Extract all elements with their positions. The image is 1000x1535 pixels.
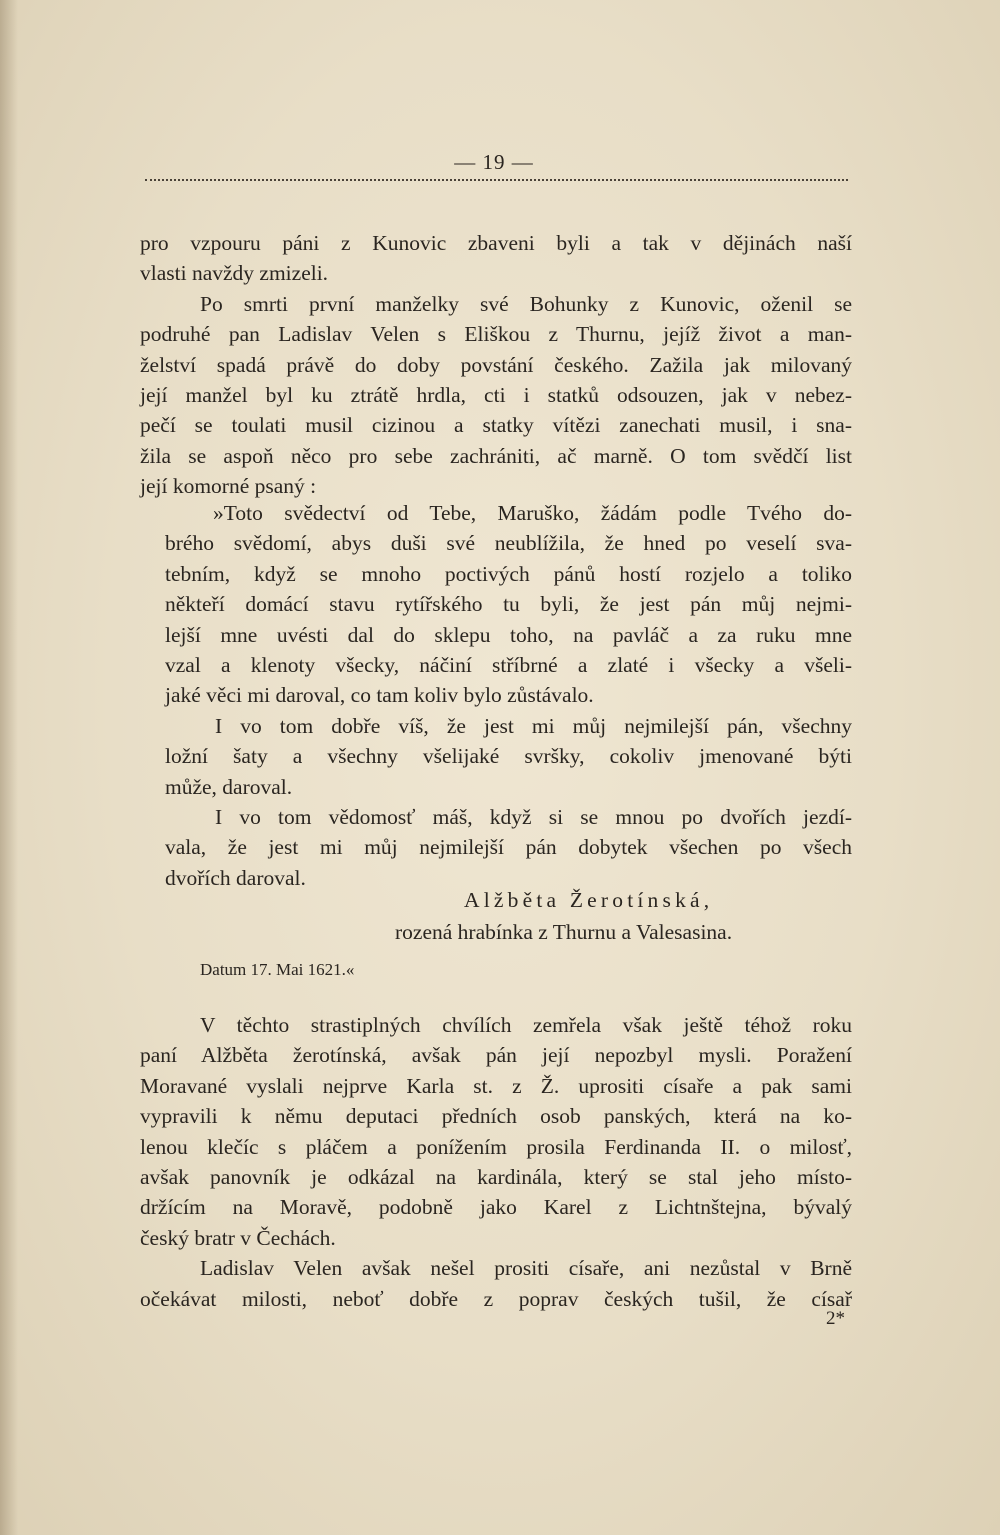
text-line: ložní šaty a všechny všelijaké svršky, cokoliv jmenované býti: [165, 744, 852, 769]
letter-date: Datum 17. Mai 1621.«: [200, 960, 355, 979]
text-line: její komorné psaný :: [140, 474, 317, 499]
text-line: vala, že jest mi můj nejmilejší pán dobytek všechen po všech: [165, 835, 852, 860]
text-line: podruhé pan Ladislav Velen s Eliškou z Thurnu, jejíž život a man-: [140, 322, 852, 347]
text-line: někteří domácí stavu rytířského tu byli, že jest pán můj nejmi-: [165, 592, 852, 617]
text-line: vypravili k němu deputaci předních osob panských, která na ko-: [140, 1104, 852, 1129]
text-line: I vo tom vědomosť máš, když si se mnou po dvořích jezdí-: [215, 804, 852, 829]
text-line: její manžel byl ku ztrátě hrdla, cti i statků odsouzen, jak v nebez-: [140, 382, 852, 407]
text-line: tebním, když se mnoho poctivých pánů hostí rozjelo a toliko: [165, 561, 852, 586]
text-line: avšak panovník je odkázal na kardinála, který se stal jeho místo-: [140, 1164, 852, 1189]
page-number-header: — 19 —: [454, 150, 534, 174]
text-line: vlasti navždy zmizeli.: [140, 261, 329, 286]
text-line: brého svědomí, abys duši své neublížila, že hned po veselí sva-: [165, 531, 852, 556]
text-line: dvořích daroval.: [165, 865, 306, 890]
text-line: pečí se toulati musil cizinou a statky vítězi zanechati musil, i sna-: [140, 413, 852, 438]
closing-text: [140, 1010, 852, 1314]
sheet-signature-mark: 2*: [826, 1308, 845, 1329]
text-line: jaké věci mi daroval, co tam koliv bylo zůstávalo.: [165, 683, 594, 708]
text-line: vzal a klenoty všecky, náčiní stříbrné a zlaté i všecky a všeli-: [165, 652, 852, 677]
text-line: V těchto strastiplných chvílích zemřela však ještě téhož roku: [200, 1013, 852, 1037]
text-line: »Toto svědectví od Tebe, Maruško, žádám podle Tvého do-: [213, 501, 852, 525]
text-line: žila se aspoň něco pro sebe zachrániti, ač marně. O tom svědčí list: [140, 443, 852, 468]
signature-name: Alžběta Žerotínská,: [464, 888, 714, 912]
text-line: želství spadá právě do doby povstání českého. Zažila jak milovaný: [140, 352, 852, 377]
text-line: Moravané vyslali nejprve Karla st. z Ž. uprositi císaře a pak sami: [140, 1073, 852, 1098]
text-line: může, daroval.: [165, 774, 293, 799]
letter-quote: [165, 498, 852, 893]
header-dotted-rule: [145, 179, 848, 181]
text-line: I vo tom dobře víš, že jest mi můj nejmilejší pán, všechny: [215, 713, 852, 738]
text-line: Ladislav Velen avšak nešel prositi císaře, ani nezůstal v Brně: [200, 1256, 852, 1281]
text-line: Po smrti první manželky své Bohunky z Kunovic, oženil se: [200, 291, 852, 316]
text-line: držícím na Moravě, podobně jako Karel z Lichtnštejna, bývalý: [140, 1195, 852, 1220]
text-line: lenou klečíc s pláčem a ponížením prosila Ferdinanda II. o milosť,: [140, 1134, 852, 1159]
text-line: český bratr v Čechách.: [140, 1225, 336, 1250]
intro-text: [140, 228, 852, 502]
text-line: pro vzpouru páni z Kunovic zbaveni byli a tak v dějinách naší: [140, 231, 852, 255]
signature-title: rozená hrabínka z Thurnu a Valesasina.: [395, 920, 733, 944]
page-gutter-shadow: [0, 0, 18, 1535]
text-line: lejší mne uvésti dal do sklepu toho, na pavláč a za ruku mne: [165, 622, 852, 647]
text-line: paní Alžběta žerotínská, avšak pán její nepozbyl mysli. Poražení: [140, 1043, 852, 1068]
text-line: očekávat milosti, neboť dobře z poprav českých tušil, že císař: [140, 1286, 852, 1311]
